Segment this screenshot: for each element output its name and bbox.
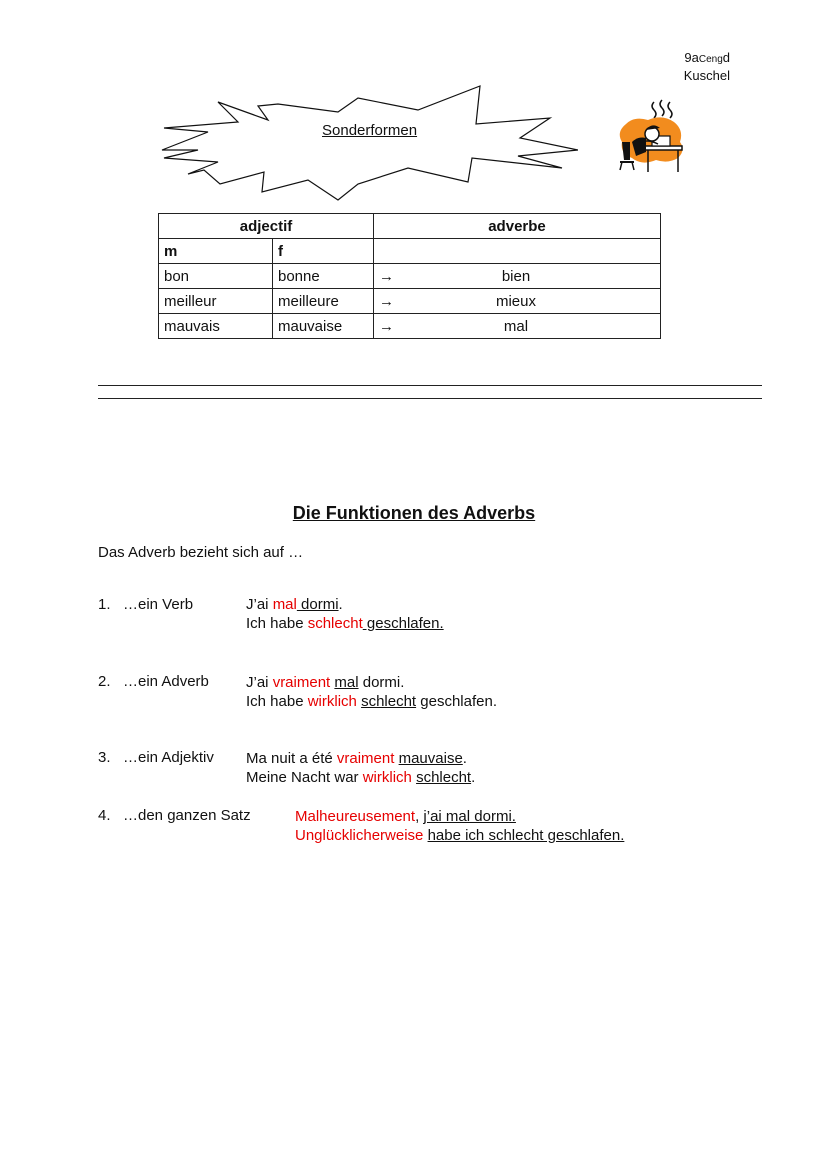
- item-label: …den ganzen Satz: [123, 807, 251, 824]
- subheader-f: f: [273, 239, 374, 264]
- header-adverbe: adverbe: [374, 214, 661, 239]
- table-row: [159, 289, 661, 314]
- cell-adverb: [374, 314, 661, 339]
- divider-line: [98, 385, 762, 386]
- table-header-row: [159, 214, 661, 239]
- cell-m: mauvais: [159, 314, 273, 339]
- example-french: J’ai mal dormi.: [246, 596, 343, 613]
- item-number: 2.: [98, 673, 111, 690]
- cell-adverb: [374, 264, 661, 289]
- example-german: Meine Nacht war wirklich schlecht.: [246, 769, 476, 786]
- item-number: 3.: [98, 749, 111, 766]
- table-row: [159, 264, 661, 289]
- example-item-1: [246, 595, 444, 633]
- example-french: Ma nuit a été vraiment mauvaise.: [246, 750, 467, 767]
- class-teacher-header: [684, 50, 730, 84]
- subheader-empty: [374, 239, 661, 264]
- example-german: Ich habe wirklich schlecht geschlafen.: [246, 693, 497, 710]
- table-row: [159, 314, 661, 339]
- arrow-right-icon: →: [379, 292, 394, 310]
- example-item-4: [295, 807, 624, 845]
- cell-f: bonne: [273, 264, 374, 289]
- cell-adverb: [374, 289, 661, 314]
- example-german: Unglücklicherweise habe ich schlecht geschlafen.: [295, 827, 625, 844]
- cell-m: meilleur: [159, 289, 273, 314]
- example-item-3: [246, 749, 475, 787]
- adverb-value: mal: [503, 317, 529, 335]
- class-code: 9aCengd: [684, 50, 730, 65]
- item-label: …ein Adverb: [123, 673, 209, 690]
- sleeping-person-icon: [608, 96, 688, 178]
- example-french: J’ai vraiment mal dormi.: [246, 674, 405, 691]
- teacher-name: Kuschel: [683, 68, 730, 83]
- divider-line: [98, 398, 762, 399]
- table-subheader-row: [159, 239, 661, 264]
- starburst-shape: [158, 84, 578, 204]
- example-item-2: [246, 673, 497, 711]
- section-title: Die Funktionen des Adverbs: [292, 503, 536, 523]
- burst-label: Sonderformen: [322, 122, 418, 139]
- subheader-m: m: [159, 239, 273, 264]
- cell-f: mauvaise: [273, 314, 374, 339]
- adverb-value: bien: [501, 267, 531, 285]
- example-french: Malheureusement, j’ai mal dormi.: [295, 808, 516, 825]
- adverb-value: mieux: [495, 292, 536, 310]
- arrow-right-icon: →: [379, 267, 394, 285]
- cell-m: bon: [159, 264, 273, 289]
- arrow-right-icon: →: [379, 317, 394, 335]
- item-label: …ein Verb: [123, 596, 194, 613]
- example-german: Ich habe schlecht geschlafen.: [246, 615, 444, 632]
- section-intro: Das Adverb bezieht sich auf …: [98, 544, 304, 561]
- item-number: 1.: [98, 596, 111, 613]
- item-label: …ein Adjektiv: [123, 749, 214, 766]
- item-number: 4.: [98, 807, 111, 824]
- adjective-adverb-table: [158, 213, 661, 339]
- header-adjectif: adjectif: [159, 214, 374, 239]
- cell-f: meilleure: [273, 289, 374, 314]
